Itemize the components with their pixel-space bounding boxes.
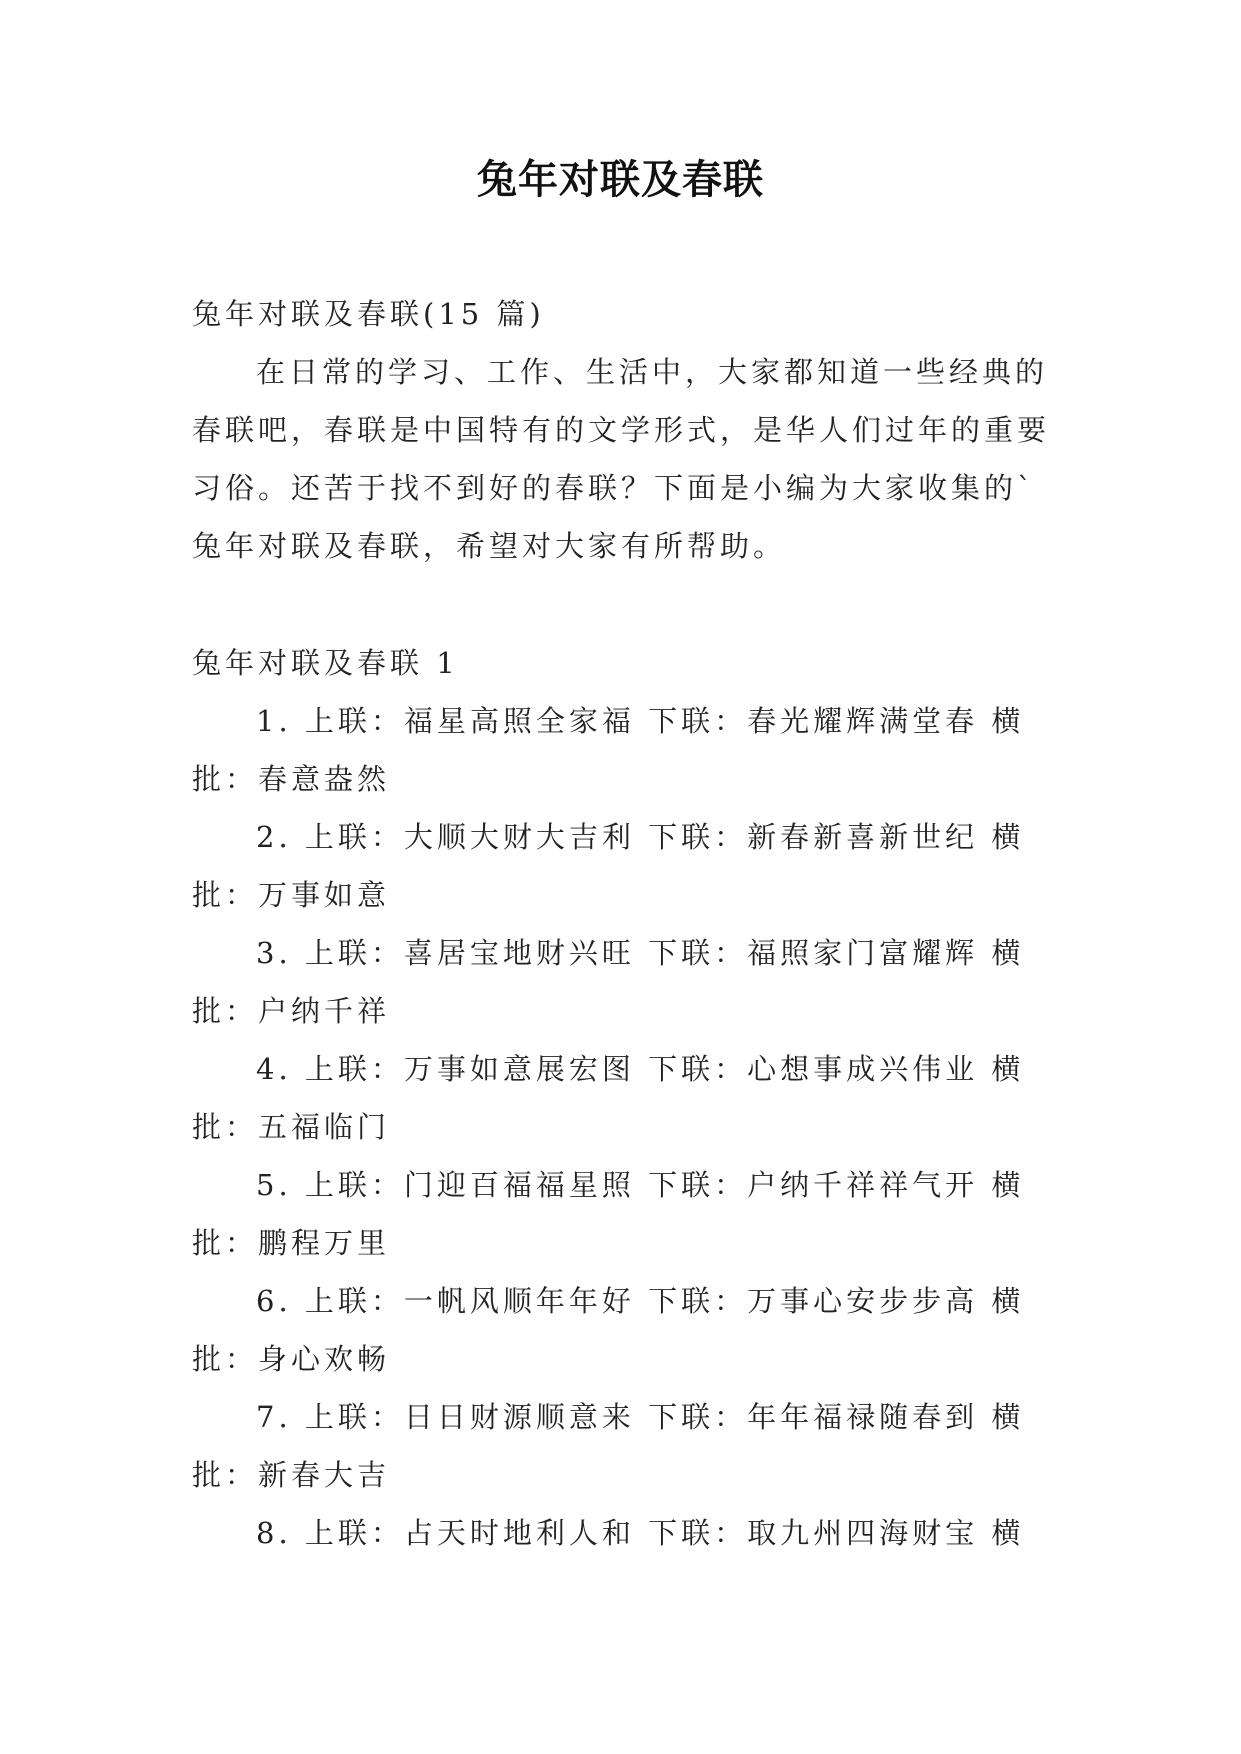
couplet-item-5: 5. 上联：门迎百福福星照 下联：户纳千祥祥气开 横批：鹏程万里 xyxy=(192,1168,1025,1260)
couplet-item-8: 8. 上联：占天时地利人和 下联：取九州四海财宝 横 xyxy=(256,1516,1025,1550)
intro-paragraph: 在日常的学习、工作、生活中，大家都知道一些经典的春联吧，春联是中国特有的文学形式，是华人们过年的重要习俗。还苦于找不到好的春联？下面是小编为大家收集的`兔年对联及春联，希望对大家有所帮助。 xyxy=(192,355,1051,563)
couplet-item-2: 2. 上联：大顺大财大吉利 下联：新春新喜新世纪 横批：万事如意 xyxy=(192,820,1025,912)
couplet-list xyxy=(192,692,1052,1562)
couplet-item-4: 4. 上联：万事如意展宏图 下联：心想事成兴伟业 横批：五福临门 xyxy=(192,1052,1025,1144)
couplet-item-7: 7. 上联：日日财源顺意来 下联：年年福禄随春到 横批：新春大吉 xyxy=(192,1400,1025,1492)
section-heading: 兔年对联及春联 1 xyxy=(192,646,459,680)
document-title: 兔年对联及春联 xyxy=(477,157,764,203)
document-subtitle: 兔年对联及春联(15 篇) xyxy=(192,297,545,331)
couplet-item-6: 6. 上联：一帆风顺年年好 下联：万事心安步步高 横批：身心欢畅 xyxy=(192,1284,1025,1376)
couplet-item-1: 1. 上联：福星高照全家福 下联：春光耀辉满堂春 横批：春意盎然 xyxy=(192,704,1025,796)
couplet-item-3: 3. 上联：喜居宝地财兴旺 下联：福照家门富耀辉 横批：户纳千祥 xyxy=(192,936,1025,1028)
